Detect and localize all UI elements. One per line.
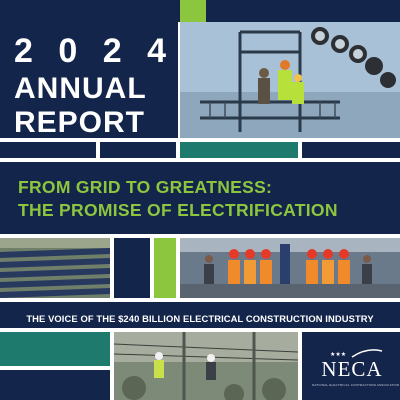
tagline: THE VOICE OF THE $240 BILLION ELECTRICAL CONSTRUCTION INDUSTRY — [26, 313, 374, 324]
workers-in-safety-vests-photo — [180, 238, 400, 298]
headline-line-1: FROM GRID TO GREATNESS: — [18, 177, 273, 197]
neca-logo — [312, 345, 400, 395]
strip-left — [0, 142, 96, 158]
logo-name: NECA — [321, 357, 383, 381]
svg-text:★★★: ★★★ — [330, 351, 347, 358]
logo-subtitle: NATIONAL ELECTRICAL CONTRACTORS ASSOCIATION — [312, 383, 400, 387]
utility-tower-workers-photo — [180, 22, 400, 138]
power-line-workers-photo — [114, 332, 298, 400]
mid-block-navy — [114, 238, 150, 298]
accent-block-teal — [180, 142, 298, 158]
title-report: REPORT — [14, 106, 146, 139]
strip-mid — [100, 142, 176, 158]
headline-line-2: THE PROMISE OF ELECTRIFICATION — [18, 200, 338, 220]
accent-block-teal-bottom — [0, 332, 110, 366]
title-annual: ANNUAL — [14, 72, 147, 105]
report-year: 2 0 2 4 — [14, 32, 174, 70]
headline-panel — [0, 162, 400, 234]
top-right-band — [178, 0, 400, 22]
bottom-block-left — [0, 370, 110, 400]
accent-block-mid — [154, 238, 176, 298]
solar-farm-photo — [0, 238, 110, 298]
strip-right — [302, 142, 400, 158]
accent-block-top — [180, 0, 206, 22]
